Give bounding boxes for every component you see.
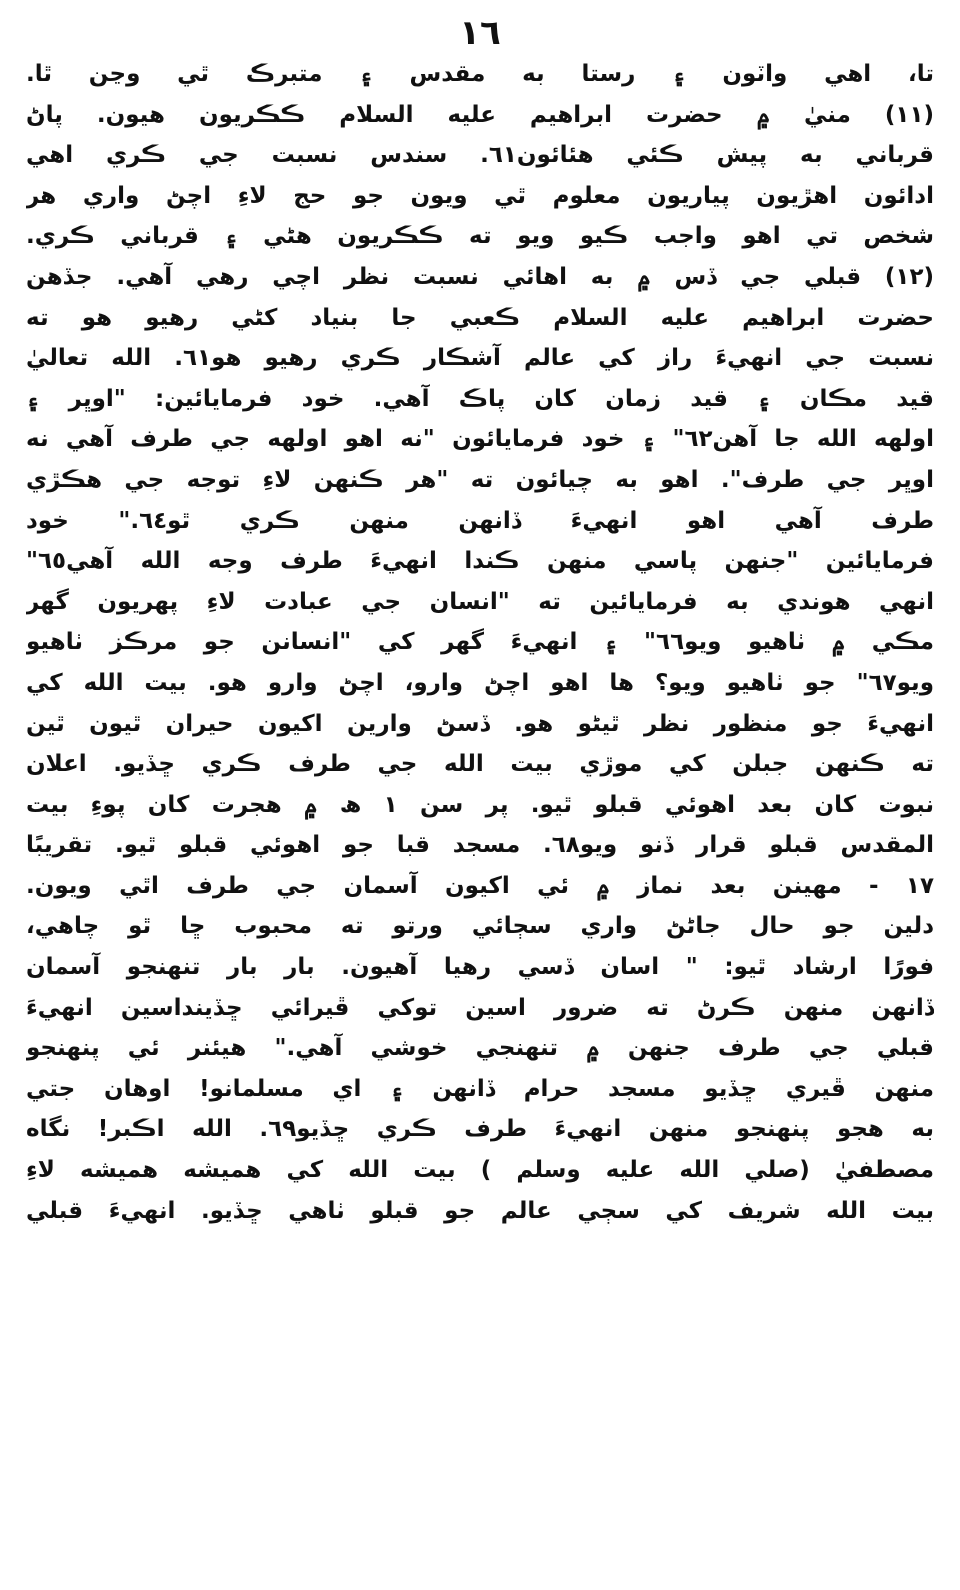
text-line: بيت الله شريف کي سڄي عالم جو قبلو ٺاهي ڇڏيو. انهيءَ قبلي — [26, 1197, 934, 1224]
text-line: (١١) منيٰ ۾ حضرت ابراهيم عليه السلام ڪڪريون هيون. پاڻ — [26, 101, 934, 128]
text-line: طرف آهي اهو انهيءَ ڏانهن منهن ڪري ٿو٦٤." خود — [26, 507, 934, 534]
text-line: ١٧ - مهينن بعد نماز ۾ ئي اکيون آسمان جي طرف اٿي ويون. — [26, 872, 934, 899]
text-line: نبوت کان بعد اهوئي قبلو ٿيو. پر سن ١ ھ ۾ هجرت کان پوءِ بيت — [26, 791, 934, 818]
text-line: مصطفيٰ (صلي الله عليه وسلم ) بيت الله کي هميشه هميشه لاءِ — [26, 1157, 934, 1184]
text-line: اولهه الله جا آهن٦٢" ۽ خود فرمايائون "نه اهو اولهه جي طرف آهي نه — [26, 426, 934, 453]
text-line: قيد مڪان ۽ قيد زمان کان پاڪ آهي. خود فرمايائين: "اوڀر ۽ — [26, 385, 934, 412]
text-line: قبلي جي طرف جنهن ۾ تنهنجي خوشي آهي." هيئنر ئي پنهنجو — [26, 1035, 934, 1062]
text-line: به هجو پنهنجو منهن انهيءَ طرف ڪري ڇڏيو٦٩. الله اڪبر! نگاه — [26, 1116, 934, 1143]
text-line: فرمايائين "جنهن پاسي منهن ڪندا انهيءَ طرف وجه الله آهي٦٥" — [26, 548, 934, 575]
page-number: ١٦ — [459, 13, 501, 53]
text-line: حضرت ابراهيم عليه السلام ڪعبي جا بنياد کڻي رهيو هو ته — [26, 304, 934, 331]
text-line: تا، اهي واٽون ۽ رستا به مقدس ۽ متبرڪ ٿي وڃن ٿا. — [26, 61, 934, 87]
text-line: ڏانهن منهن ڪرڻ ته ضرور اسين توکي ڦيرائي ڇڏينداسين انهيءَ — [26, 994, 934, 1021]
text-line: انهيءَ جو منظور نظر ٿيڻو هو. ڏسڻ وارين اکيون حيران ٿيون ٿين — [26, 710, 934, 737]
text-line: دلين جو حال جاڻڻ واري سڄائي ورتو ته محبوب ڇا ٿو چاهي، — [26, 913, 934, 940]
text-line: نسبت جي انهيءَ راز کي عالم آشڪار ڪري رهيو هو٦١. الله تعاليٰ — [26, 345, 934, 372]
text-line: ادائون اهڙيون پياريون معلوم ٿي ويون جو حج لاءِ اچڻ واري هر — [26, 182, 934, 209]
text-line: ويو٦٧" جو ٺاهيو ويو؟ ها اهو اچڻ وارو، اچڻ وارو هو. بيت الله کي — [26, 669, 934, 696]
text-line: اوڀر جي طرف". اهو به چيائون ته "هر ڪنهن لاءِ توجه جي هڪڙي — [26, 466, 934, 493]
text-line: انهي هوندي به فرمايائين ته "انسان جي عبادت لاءِ پهريون گهر — [26, 588, 934, 615]
text-line: ته ڪنهن جبلن کي موڙي بيت الله جي طرف ڪري ڇڏيو. اعلان — [26, 751, 934, 778]
text-line: فورًا ارشاد ٿيو: " اسان ڏسي رهيا آهيون. بار بار تنهنجو آسمان — [26, 954, 934, 981]
body-text — [26, 54, 934, 1231]
text-line: منهن ڦيري ڇڏيو مسجد حرام ڏانهن ۽ اي مسلمانو! اوهان جتي — [26, 1075, 934, 1102]
text-line: مڪي ۾ ٺاهيو ويو٦٦" ۽ انهيءَ گهر کي "انسانن جو مرڪز ٺاهيو — [26, 629, 934, 656]
text-line: قرباني به پيش ڪئي هئائون٦١. سندس نسبت جي ڪري اهي — [26, 142, 934, 169]
text-line: المقدس قبلو قرار ڏنو ويو٦٨. مسجد قبا جو اهوئي قبلو ٿيو. تقريبًا — [26, 832, 934, 859]
text-line: شخص تي اهو واجب ڪيو ويو ته ڪڪريون هڻي ۽ قرباني ڪري. — [26, 223, 934, 250]
text-line: (١٢) قبلي جي ڏس ۾ به اهائي نسبت نظر اچي رهي آهي. جڏهن — [26, 263, 934, 290]
